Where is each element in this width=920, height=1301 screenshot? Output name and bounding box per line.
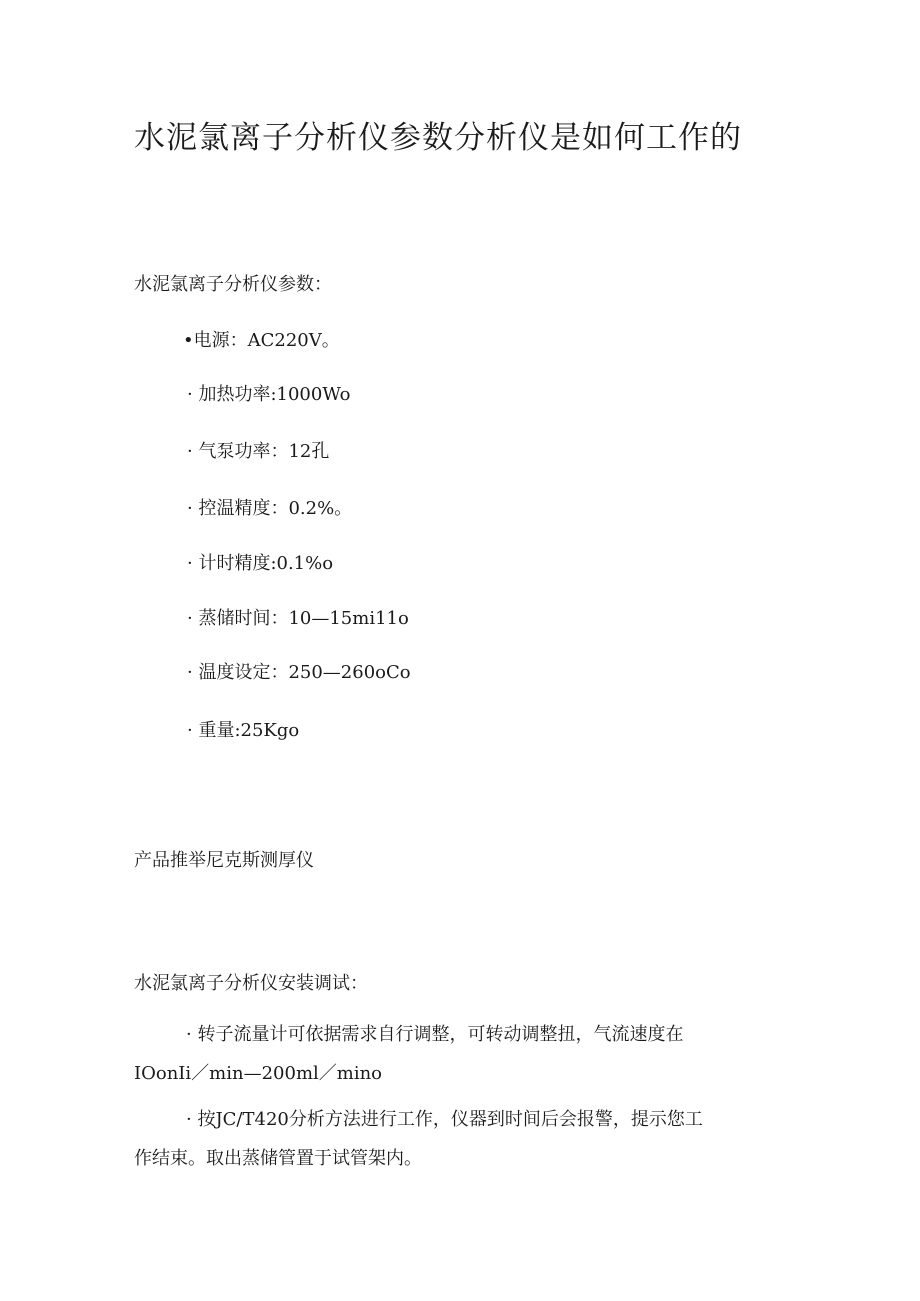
install-paragraph-line: 作结束。取出蒸储管置于试管架内。 [134, 1148, 422, 1169]
install-heading: 水泥氯离子分析仪安装调试： [134, 973, 368, 994]
param-item-temp-accuracy: · 控温精度：0.2%。 [187, 498, 353, 519]
param-item-weight: · 重量:25Kgo [187, 720, 300, 741]
params-heading: 水泥氯离子分析仪参数： [134, 274, 332, 295]
product-recommendation: 产品推举尼克斯测厚仪 [134, 850, 314, 871]
install-paragraph-line: · 按JC/T420分析方法进行工作，仪器到时间后会报警，提示您工 [186, 1109, 703, 1130]
param-item-pump-power: · 气泵功率：12孔 [187, 441, 330, 462]
install-paragraph-method [134, 1100, 784, 1178]
install-paragraph-line: IOonIi／min—200ml／mino [134, 1063, 383, 1084]
param-item-timer-accuracy: · 计时精度:0.1%o [187, 553, 334, 574]
param-item-temp-setting: · 温度设定：250—260oCo [187, 662, 411, 683]
install-paragraph-line: · 转子流量计可依据需求自行调整，可转动调整扭，气流速度在 [186, 1024, 684, 1045]
param-item-power: •电源：AC220V。 [183, 330, 340, 351]
param-item-heating-power: · 加热功率:1000Wo [187, 384, 351, 405]
param-item-distill-time: · 蒸储时间：10—15mi11o [187, 608, 409, 629]
page-title: 水泥氯离子分析仪参数分析仪是如何工作的 [134, 120, 742, 156]
install-paragraph-flowmeter [134, 1015, 784, 1093]
